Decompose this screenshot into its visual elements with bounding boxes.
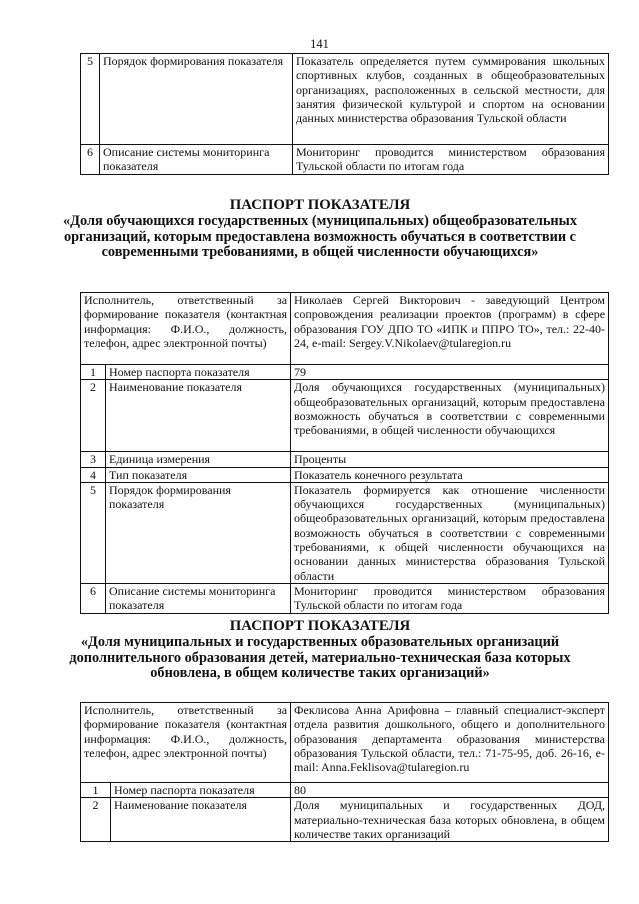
passport-1-table <box>80 292 609 614</box>
row-number: 5 <box>81 482 106 583</box>
table-row <box>81 145 609 175</box>
row-label: Описание системы мониторинга показателя <box>106 583 291 613</box>
row-label: Номер паспорта показателя <box>106 365 291 380</box>
row-value: 80 <box>291 783 609 798</box>
row-label: Тип показателя <box>106 467 291 482</box>
row-label: Порядок формирования показателя <box>106 482 291 583</box>
row-number: 2 <box>81 380 106 452</box>
table-row <box>81 380 609 452</box>
passport-2-heading: ПАСПОРТ ПОКАЗАТЕЛЯ <box>229 618 411 634</box>
row-number: 6 <box>81 145 100 175</box>
row-number: 6 <box>81 583 106 613</box>
row-number: 1 <box>81 783 111 798</box>
passport-2-table <box>80 702 609 842</box>
executor-value: Феклисова Анна Арифовна – главный специалист-эксперт отдела развития дошкольного, общего и дополнительного образования департамента образования министерства образования Тульской области, тел.: 71-75-95, доб. 26-16, e-mail: Anna.Feklisova@tularegion.ru <box>291 703 609 783</box>
table-row <box>81 452 609 467</box>
row-value: Проценты <box>291 452 609 467</box>
executor-label: Исполнитель, ответственный за формирование показателя (контактная информация: Ф.И.О., должность, телефон, адрес электронной почты) <box>81 293 291 365</box>
row-value: 79 <box>291 365 609 380</box>
row-value: Мониторинг проводится министерством образования Тульской области по итогам года <box>291 583 609 613</box>
row-value: Показатель определяется путем суммирования школьных спортивных клубов, созданных в общеобразовательных организациях, расположенных в сельской местности, для занятия физической культурой и спортом на основании данных министерства образования Тульской области <box>293 54 609 145</box>
row-label: Порядок формирования показателя <box>100 54 293 145</box>
executor-value: Николаев Сергей Викторович - заведующий Центром сопровождения реализации проектов (программ) в сфере образования ГОУ ДПО ТО «ИПК и ППРО ТО», тел.: 22-40-24, e-mail: Sergey.V.Nikolaev@tularegion.ru <box>291 293 609 365</box>
continuation-table <box>80 53 609 175</box>
row-label: Описание системы мониторинга показателя <box>100 145 293 175</box>
page-number: 141 <box>310 37 329 51</box>
row-value: Показатель конечного результата <box>291 467 609 482</box>
table-row <box>81 365 609 380</box>
row-value: Мониторинг проводится министерством образования Тульской области по итогам года <box>293 145 609 175</box>
passport-2-title: «Доля муниципальных и государственных образовательных организаций дополнительного образования детей, материально-техническая база которых обновлена, в общем количестве таких организаций» <box>69 633 571 682</box>
row-label: Единица измерения <box>106 452 291 467</box>
executor-row <box>81 293 609 365</box>
table-row <box>81 54 609 145</box>
passport-2-title-block <box>60 619 580 682</box>
row-number: 5 <box>81 54 100 145</box>
row-value: Доля муниципальных и государственных ДОД, материально-техническая база которых обновлена, в общем количестве таких организаций <box>291 798 609 842</box>
row-label: Номер паспорта показателя <box>111 783 291 798</box>
table-row <box>81 783 609 798</box>
passport-1-title-block <box>60 198 580 261</box>
table-row <box>81 467 609 482</box>
row-label: Наименование показателя <box>106 380 291 452</box>
row-number: 3 <box>81 452 106 467</box>
row-number: 1 <box>81 365 106 380</box>
table-row <box>81 583 609 613</box>
row-number: 2 <box>81 798 111 842</box>
passport-1-title: «Доля обучающихся государственных (муниципальных) общеобразовательных организаций, которым предоставлена возможность обучаться в соответствии с современными требованиями, в общей численности обучающихся» <box>63 212 577 261</box>
executor-row <box>81 703 609 783</box>
row-value: Доля обучающихся государственных (муниципальных) общеобразовательных организаций, которым предоставлена возможность обучаться в соответствии с современными требованиями, в общей численности обучающихся <box>291 380 609 452</box>
row-number: 4 <box>81 467 106 482</box>
row-value: Показатель формируется как отношение численности обучающихся государственных (муниципальных) общеобразовательных организаций, которым предоставлена возможность обучаться в соответствии с современными требованиями, к общей численности обучающихся на основании данных министерства образования Тульской области <box>291 482 609 583</box>
table-row <box>81 798 609 842</box>
row-label: Наименование показателя <box>111 798 291 842</box>
passport-1-heading: ПАСПОРТ ПОКАЗАТЕЛЯ <box>229 197 411 213</box>
table-row <box>81 482 609 583</box>
executor-label: Исполнитель, ответственный за формирование показателя (контактная информация: Ф.И.О., должность, телефон, адрес электронной почты) <box>81 703 291 783</box>
